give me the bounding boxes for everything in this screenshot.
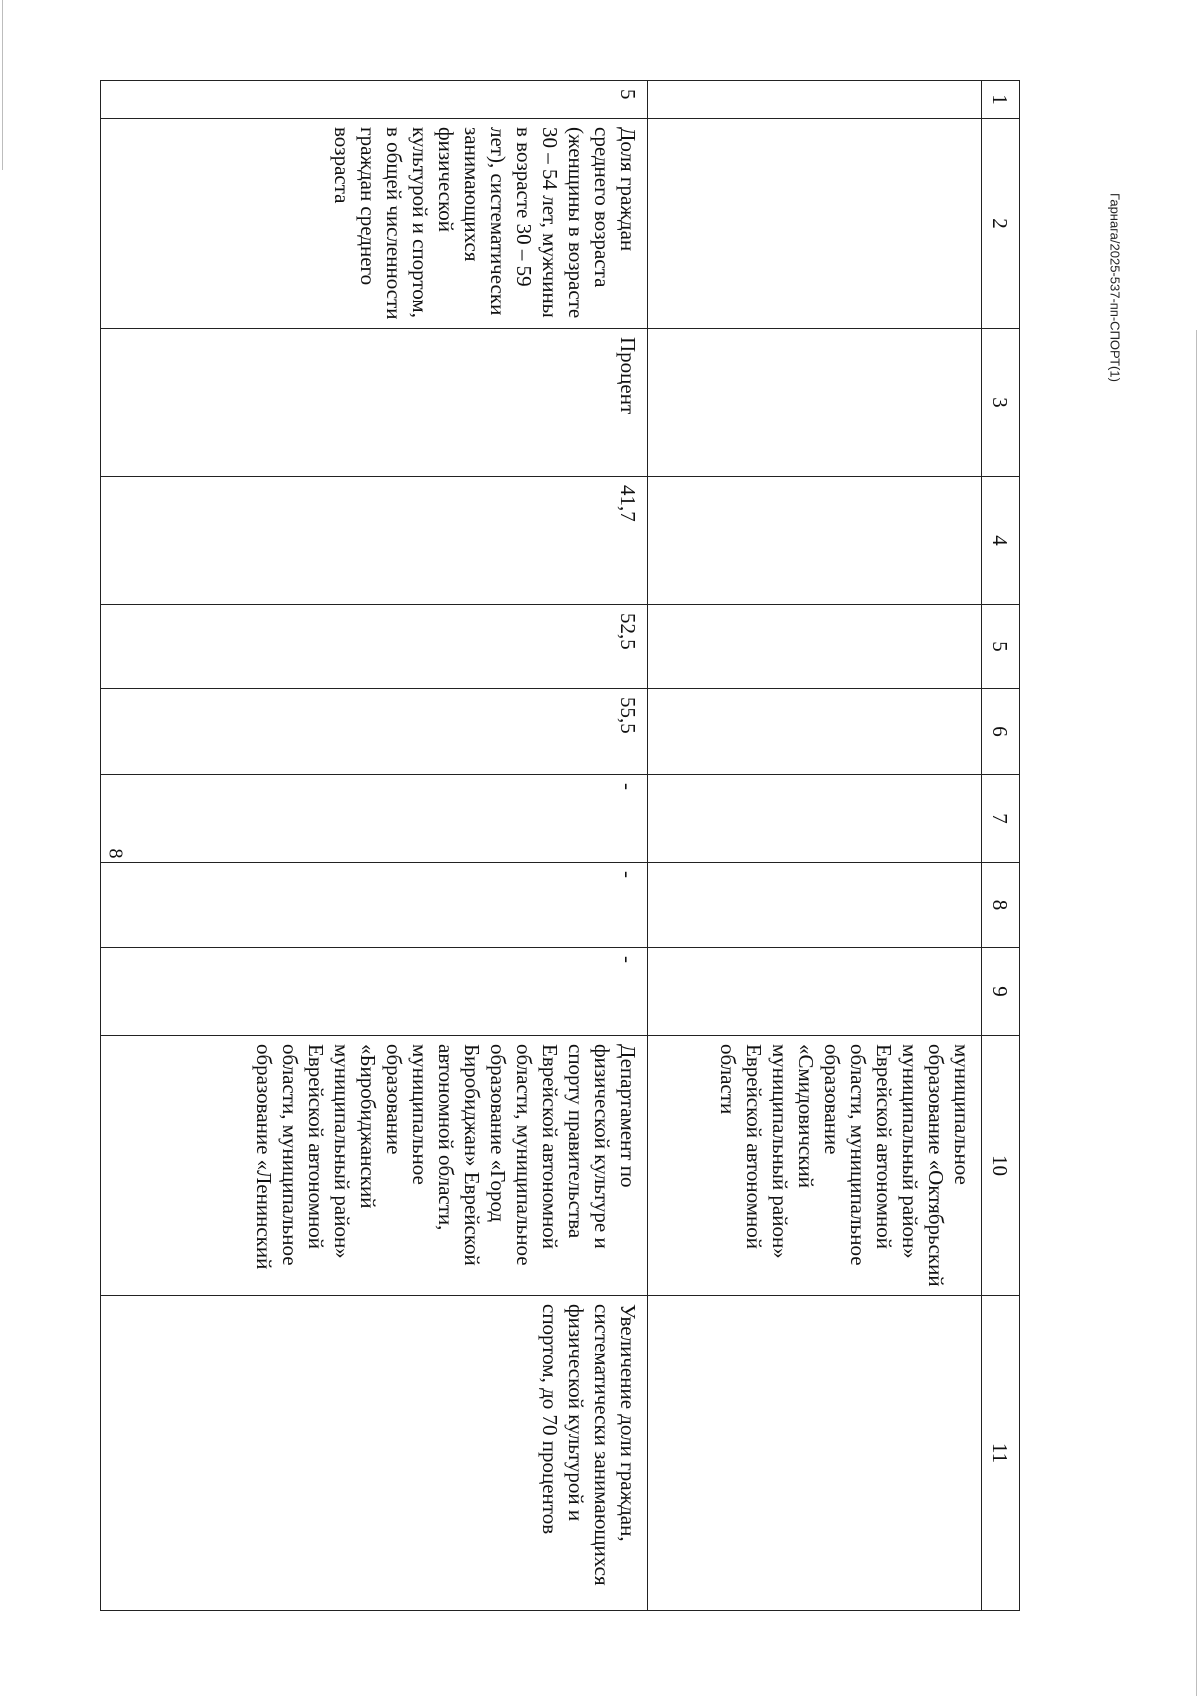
col-header-10: 10 <box>982 1036 1020 1296</box>
cell-value-7 <box>648 775 982 863</box>
table-row <box>101 81 648 1611</box>
cell-result: Увеличение доли граждан, систематически занимающихся физической культурой и спортом, до 70 процентов <box>101 1296 648 1611</box>
cell-value-4: 41,7 <box>101 477 648 605</box>
cell-value-9 <box>648 948 982 1036</box>
cell-unit: Процент <box>101 329 648 477</box>
cell-number: 5 <box>101 81 648 119</box>
cell-value-5: 52,5 <box>101 605 648 689</box>
col-header-8: 8 <box>982 863 1020 948</box>
table-row <box>648 81 982 1611</box>
scan-edge-left <box>2 0 3 170</box>
page-number: 8 <box>104 848 127 859</box>
cell-responsible: Департамент по физической культуре и спорту правительства Еврейской автономной области, муниципальное образование «Город Биробиджан» Еврейской автономной области, муниципальное образование «Биробиджанский муниципальный район» Еврейской автономной области, муниципальное образование «Ленинский <box>101 1036 648 1296</box>
cell-indicator <box>648 119 982 329</box>
cell-unit <box>648 329 982 477</box>
cell-value-4 <box>648 477 982 605</box>
cell-value-6 <box>648 689 982 775</box>
cell-value-7: - <box>101 775 648 863</box>
col-header-5: 5 <box>982 605 1020 689</box>
cell-value-5 <box>648 605 982 689</box>
col-header-7: 7 <box>982 775 1020 863</box>
col-header-11: 11 <box>982 1296 1020 1611</box>
cell-result <box>648 1296 982 1611</box>
col-header-2: 2 <box>982 119 1020 329</box>
col-header-9: 9 <box>982 948 1020 1036</box>
cell-value-8: - <box>101 863 648 948</box>
cell-indicator: Доля граждан среднего возраста (женщины в возрасте 30 – 54 лет, мужчины в возрасте 30 – 59 лет), систематически занимающихся физической культурой и спортом, в общей численности граждан среднего возраста <box>101 119 648 329</box>
cell-value-8 <box>648 863 982 948</box>
col-header-4: 4 <box>982 477 1020 605</box>
cell-number <box>648 81 982 119</box>
scan-edge-right <box>1196 330 1197 1696</box>
header-row <box>982 81 1020 1611</box>
col-header-1: 1 <box>982 81 1020 119</box>
cell-responsible: муниципальное образование «Октябрьский муниципальный район» Еврейской автономной области, муниципальное образование «Смидовичский муниципальный район» Еврейской автономной области <box>648 1036 982 1296</box>
cell-value-9: - <box>101 948 648 1036</box>
col-header-6: 6 <box>982 689 1020 775</box>
indicator-table <box>100 80 1020 1611</box>
data-table-rotated <box>100 80 1020 1600</box>
cell-value-6: 55,5 <box>101 689 648 775</box>
document-code: Гарнага/2025-537-пп-СПОРТ(1) <box>1107 193 1123 382</box>
col-header-3: 3 <box>982 329 1020 477</box>
